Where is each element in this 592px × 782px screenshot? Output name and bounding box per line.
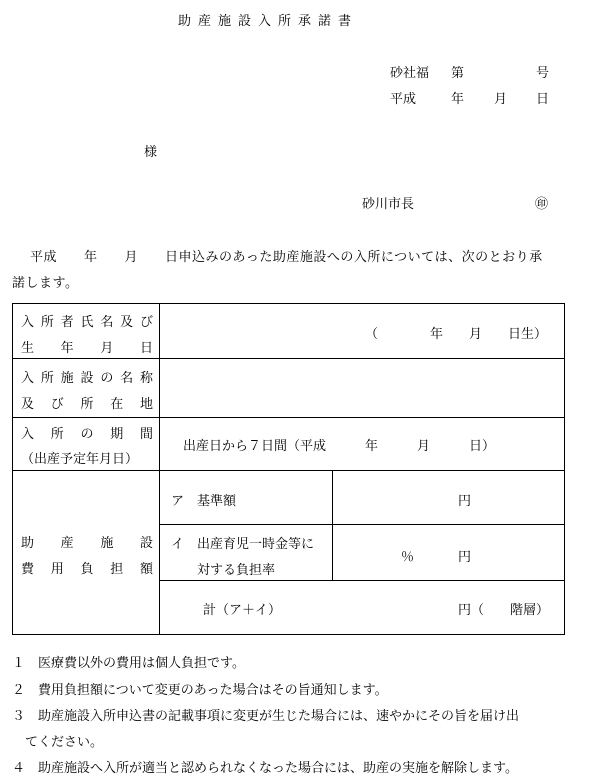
row3-label-line2: （出産予定年月日） (21, 452, 139, 467)
row1-label-line2: 生 年 月 日 (21, 341, 153, 356)
body-text-line1: 平成 年 月 日申込みのあった助産施設への入所については、次のとおり承 (30, 250, 543, 265)
reference-year: 年 (451, 92, 465, 107)
row3-period-value: 出産日から７日間（平成 年 月 日） (183, 439, 496, 454)
row4-sub2-yen: 円 (458, 550, 472, 565)
table-subrow-divider (159, 524, 564, 525)
row2-label-line2: 及 び 所 在 地 (21, 397, 153, 412)
row4-sub1-yen: 円 (458, 494, 472, 509)
table-row-divider (13, 470, 564, 471)
reference-dai: 第 (451, 66, 465, 81)
body-text-line2: 諾します。 (12, 276, 79, 291)
table-row-divider (13, 417, 564, 418)
row1-birthdate-value: （ 年 月 日生） (365, 327, 548, 342)
table-row-divider (13, 358, 564, 359)
row4-sub2-label-line1: イ 出産育児一時金等に (171, 537, 315, 552)
row4-label-line1: 助 産 施 設 (21, 536, 153, 551)
issuer-name: 砂川市長 (362, 197, 415, 212)
note-item: １ 医療費以外の費用は個人負担です。 (12, 656, 245, 671)
row4-total-label: 計（ア＋イ） (203, 603, 282, 618)
row4-sub2-label-line2: 対する負担率 (197, 563, 276, 578)
note-item: ４ 助産施設へ入所が適当と認められなくなった場合には、助産の実施を解除します。 (12, 761, 518, 776)
row3-label-line1: 入 所 の 期 間 (21, 427, 153, 442)
reference-day: 日 (536, 92, 550, 107)
table-col-divider (159, 304, 160, 634)
table-col-divider (332, 470, 333, 580)
row2-label-line1: 入 所 施 設 の 名 称 (21, 371, 153, 386)
row4-sub2-percent: ％ (401, 550, 415, 565)
note-item: ３ 助産施設入所申込書の記載事項に変更が生じた場合には、速やかにその旨を届け出 (12, 709, 520, 724)
row4-sub1-label: ア 基準額 (171, 494, 237, 509)
seal-mark: ㊞ (535, 197, 549, 212)
reference-go: 号 (536, 66, 550, 81)
reference-era: 平成 (390, 92, 417, 107)
note-item: てください。 (12, 735, 104, 750)
row4-label-line2: 費 用 負 担 額 (21, 562, 153, 577)
reference-month: 月 (494, 92, 508, 107)
reference-office: 砂社福 (390, 66, 430, 81)
row1-label-line1: 入 所 者 氏 名 及 び (21, 315, 153, 330)
document-title: 助産施設入所承諾書 (178, 14, 359, 29)
addressee-suffix: 様 (144, 145, 158, 160)
approval-table (12, 303, 565, 635)
row4-total-value: 円（ 階層） (458, 603, 550, 618)
note-item: ２ 費用負担額について変更のあった場合はその旨通知します。 (12, 683, 388, 698)
table-subrow-divider (159, 580, 564, 581)
